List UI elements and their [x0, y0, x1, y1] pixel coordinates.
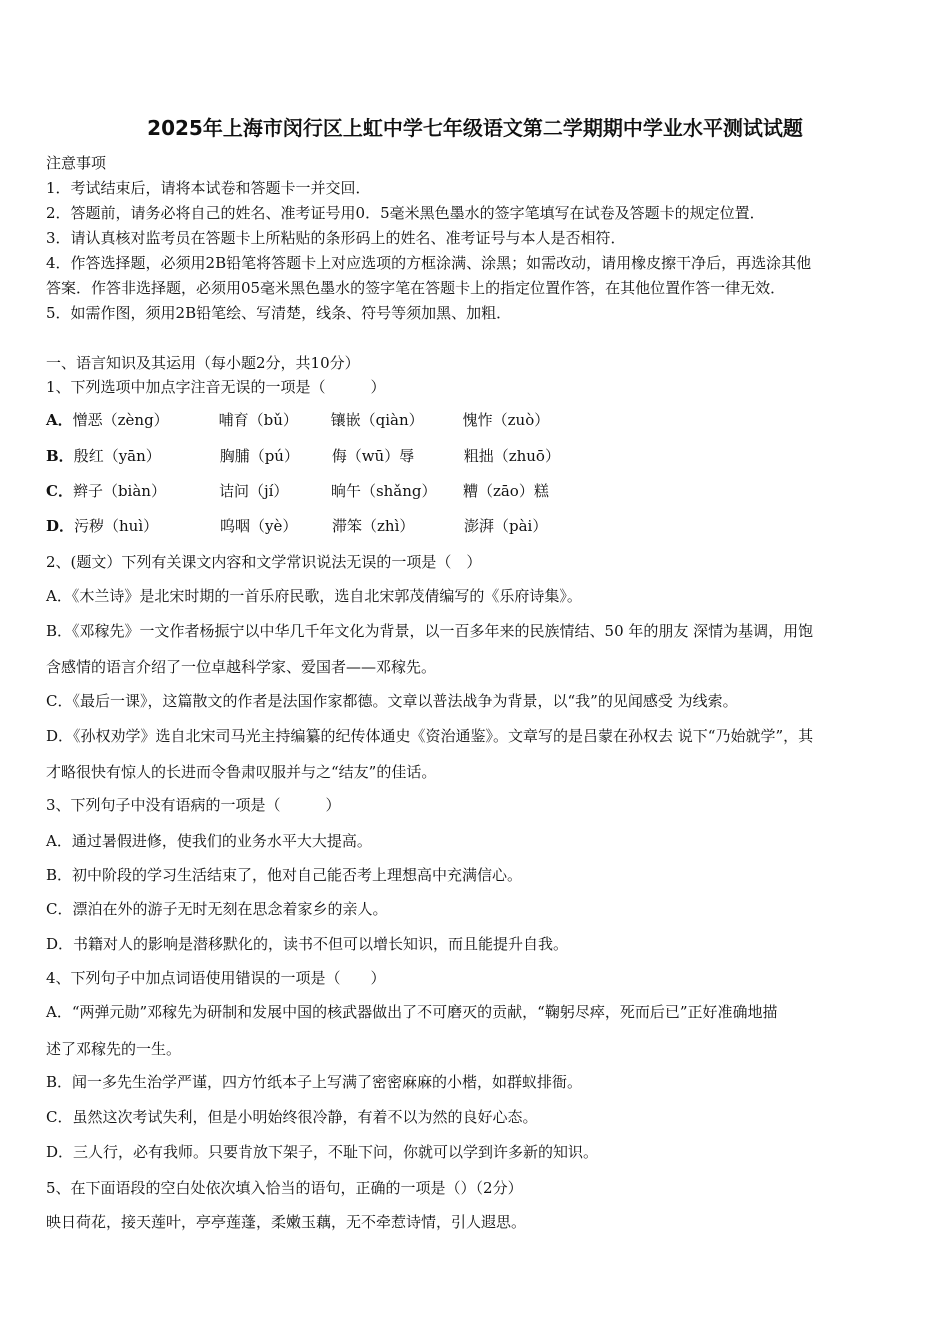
- question-stem: 2、(题文）下列有关课文内容和文学常识说法无误的一项是（ ）: [46, 553, 482, 571]
- option-item: 晌午（shǎng）: [330, 482, 437, 500]
- option-d-cont: 才略很快有惊人的长进而令鲁肃叹服并与之“结友”的佳话。: [46, 763, 437, 781]
- option-item: 胸脯（pú）: [219, 447, 299, 465]
- section-heading: 一、语言知识及其运用（每小题2分，共10分）: [46, 354, 360, 372]
- notice-item: 1．考试结束后，请将本试卷和答题卡一并交回．: [46, 179, 371, 197]
- option-a: A．通过暑假进修，使我们的业务水平大大提高。: [46, 832, 372, 850]
- option-a: A．“两弹元勋”邓稼先为研制和发展中国的核武器做出了不可磨灭的贡献，“鞠躬尽瘁，死而后已”正好准确地描: [46, 1003, 778, 1021]
- option-c: C．漂泊在外的游子无时无刻在思念着家乡的亲人。: [46, 900, 388, 918]
- option-label: D．: [46, 517, 75, 535]
- option-item: 呜咽（yè）: [220, 517, 298, 535]
- option-b: B．闻一多先生治学严谨，四方竹纸本子上写满了密密麻麻的小楷，如群蚁排衙。: [46, 1073, 583, 1091]
- question-stem: 3、下列句子中没有语病的一项是（ ）: [46, 796, 341, 814]
- option-row-b: [46, 445, 560, 466]
- option-item: 哺育（bǔ）: [218, 411, 298, 429]
- option-c: C．《最后一课》，这篇散文的作者是法国作家都德。文章以普法战争为背景，以“我”的见闻感受 为线索。: [46, 692, 738, 710]
- option-item: 澎湃（pài）: [464, 517, 548, 535]
- option-d: D．书籍对人的影响是潜移默化的，读书不但可以增长知识，而且能提升自我。: [46, 935, 569, 953]
- option-item: 殷红（yān）: [73, 447, 161, 465]
- passage-text: 映日荷花，接天莲叶，亭亭莲蓬，柔嫩玉藕，无不牵惹诗情，引人遐思。: [46, 1213, 527, 1231]
- notice-item: 5．如需作图，须用2B铅笔绘、写清楚，线条、符号等须加黑、加粗．: [46, 304, 512, 322]
- option-item: 愧怍（zuò）: [462, 411, 550, 429]
- notice-item: 3．请认真核对监考员在答题卡上所粘贴的条形码上的姓名、准考证号与本人是否相符．: [46, 229, 626, 247]
- option-label: B．: [46, 447, 74, 465]
- option-item: 诘问（jí）: [218, 482, 289, 500]
- notice-item: 4．作答选择题，必须用2B铅笔将答题卡上对应选项的方框涂满、涂黑；如需改动，请用橡皮擦干净后，再选涂其他: [46, 254, 812, 272]
- option-a-cont: 述了邓稼先的一生。: [46, 1040, 182, 1058]
- option-item: 糟（zāo）糕: [462, 482, 549, 500]
- option-item: 镶嵌（qiàn）: [330, 411, 424, 429]
- option-row-c: [46, 480, 549, 501]
- option-c: C．虽然这次考试失利，但是小明始终很冷静，有着不以为然的良好心态。: [46, 1108, 538, 1126]
- question-stem: 4、下列句子中加点词语使用错误的一项是（ ）: [46, 969, 386, 987]
- question-stem: 5、在下面语段的空白处依次填入恰当的语句，正确的一项是（）（2分）: [46, 1179, 523, 1197]
- option-item: 滞笨（zhì）: [332, 517, 415, 535]
- option-a: A．《木兰诗》是北宋时期的一首乐府民歌，选自北宋郭茂倩编写的《乐府诗集》。: [46, 587, 582, 605]
- option-d: D．《孙权劝学》选自北宋司马光主持编纂的纪传体通史《资治通鉴》。文章写的是吕蒙在孙权去 说下“乃始就学”，其: [46, 727, 814, 745]
- option-item: 污秽（huì）: [74, 517, 159, 535]
- option-d: D．三人行，必有我师。只要肯放下架子，不耻下问，你就可以学到许多新的知识。: [46, 1143, 599, 1161]
- option-item: 辫子（biàn）: [72, 482, 166, 500]
- notice-item: 2．答题前，请务必将自己的姓名、准考证号用0．5毫米黑色墨水的签字笔填写在试卷及答题卡的规定位置．: [46, 204, 765, 222]
- option-item: 侮（wū）辱: [331, 447, 415, 465]
- option-b: B．初中阶段的学习生活结束了，他对自己能否考上理想高中充满信心。: [46, 866, 523, 884]
- option-row-d: [46, 515, 547, 536]
- option-label: A．: [46, 411, 73, 429]
- notice-item: 答案．作答非选择题，必须用05毫米黑色墨水的签字笔在答题卡上的指定位置作答，在其他位置作答一律无效．: [46, 279, 786, 297]
- option-b-cont: 含感情的语言介绍了一位卓越科学家、爱国者——邓稼先。: [46, 658, 437, 676]
- notice-heading: 注意事项: [46, 154, 107, 172]
- option-row-a: [46, 409, 549, 430]
- option-item: 憎恶（zèng）: [72, 411, 169, 429]
- question-stem: 1、下列选项中加点字注音无误的一项是（ ）: [46, 378, 386, 396]
- option-b: B．《邓稼先》一文作者杨振宁以中华几千年文化为背景，以一百多年来的民族情结、50 年的朋友 深情为基调，用饱: [46, 622, 814, 640]
- option-item: 粗拙（zhuō）: [463, 447, 560, 465]
- option-label: C．: [46, 482, 73, 500]
- page-title: 2025年上海市闵行区上虹中学七年级语文第二学期期中学业水平测试试题: [147, 116, 803, 140]
